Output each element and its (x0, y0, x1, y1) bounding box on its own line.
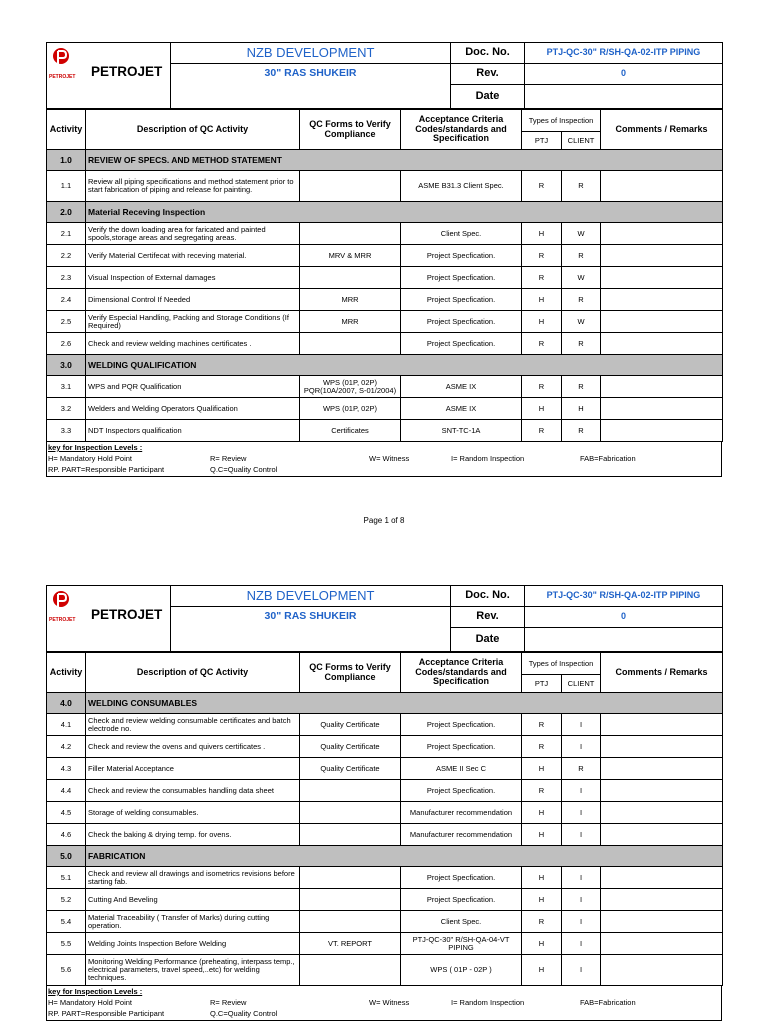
comments-cell (601, 911, 723, 933)
qc-form: Quality Certificate (300, 758, 401, 780)
section-number: 4.0 (47, 693, 86, 714)
qc-form: MRV & MRR (300, 245, 401, 267)
table-row (47, 376, 723, 398)
activity-description: Verify Material Certifecat with receving material. (86, 245, 300, 267)
key-fabrication: FAB=Fabrication (580, 454, 636, 463)
activity-number: 4.3 (47, 758, 86, 780)
client-inspection: R (562, 245, 601, 267)
comments-cell (601, 223, 723, 245)
col-activity: Activity (47, 110, 86, 150)
acceptance-criteria: Client Spec. (401, 223, 522, 245)
col-qc-forms: QC Forms to Verify Compliance (300, 110, 401, 150)
activity-description: Check the baking & drying temp. for ovens. (86, 824, 300, 846)
itp-table (46, 652, 723, 986)
acceptance-criteria: Project Specfication. (401, 289, 522, 311)
table-row (47, 802, 723, 824)
activity-description: Filler Material Acceptance (86, 758, 300, 780)
activity-number: 4.1 (47, 714, 86, 736)
activity-description: Monitoring Welding Performance (preheating, interpass temp., electrical parameters, travel speed,..etc) for welding techniques. (86, 955, 300, 986)
qc-form (300, 911, 401, 933)
ptj-inspection: R (522, 736, 562, 758)
project-subtitle: 30" RAS SHUKEIR (171, 64, 451, 109)
date-label: Date (451, 628, 525, 652)
ptj-inspection: H (522, 933, 562, 955)
qc-form (300, 333, 401, 355)
activity-description: Check and review the ovens and quivers certificates . (86, 736, 300, 758)
key-review: R= Review (210, 454, 247, 463)
qc-form: VT. REPORT (300, 933, 401, 955)
activity-number: 5.1 (47, 867, 86, 889)
qc-form (300, 889, 401, 911)
section-title: WELDING CONSUMABLES (86, 693, 723, 714)
inspection-key (46, 442, 722, 477)
key-title: key for Inspection Levels : (48, 987, 143, 996)
client-inspection: R (562, 758, 601, 780)
activity-number: 2.4 (47, 289, 86, 311)
client-inspection: R (562, 171, 601, 202)
acceptance-criteria: Project Specfication. (401, 333, 522, 355)
activity-number: 5.5 (47, 933, 86, 955)
doc-no-label: Doc. No. (451, 43, 525, 64)
comments-cell (601, 802, 723, 824)
itp-sheet-page-2 (46, 585, 722, 1021)
project-subtitle: 30" RAS SHUKEIR (171, 607, 451, 652)
page-footer: Page 1 of 8 (363, 516, 405, 525)
activity-number: 3.1 (47, 376, 86, 398)
comments-cell (601, 889, 723, 911)
col-comments: Comments / Remarks (601, 653, 723, 693)
activity-number: 5.2 (47, 889, 86, 911)
qc-form (300, 824, 401, 846)
rev-label: Rev. (451, 64, 525, 85)
table-row (47, 911, 723, 933)
qc-form (300, 267, 401, 289)
table-row (47, 714, 723, 736)
key-witness: W= Witness (369, 454, 410, 463)
comments-cell (601, 933, 723, 955)
section-number: 3.0 (47, 355, 86, 376)
comments-cell (601, 376, 723, 398)
activity-description: Material Traceability ( Transfer of Marks) during cutting operation. (86, 911, 300, 933)
acceptance-criteria: Project Specfication. (401, 867, 522, 889)
col-types-of-inspection: Types of Inspection (522, 653, 601, 675)
col-description: Description of QC Activity (86, 653, 300, 693)
comments-cell (601, 955, 723, 986)
acceptance-criteria: ASME IX (401, 376, 522, 398)
key-random: I= Random Inspection (451, 454, 525, 463)
comments-cell (601, 311, 723, 333)
acceptance-criteria: Project Specfication. (401, 267, 522, 289)
col-comments: Comments / Remarks (601, 110, 723, 150)
acceptance-criteria: Project Specfication. (401, 245, 522, 267)
document-header (46, 42, 723, 109)
section-title: FABRICATION (86, 846, 723, 867)
comments-cell (601, 780, 723, 802)
ptj-inspection: H (522, 889, 562, 911)
key-hold-point: H= Mandatory Hold Point (48, 454, 133, 463)
ptj-inspection: R (522, 171, 562, 202)
table-row (47, 245, 723, 267)
comments-cell (601, 824, 723, 846)
col-acceptance-criteria: Acceptance Criteria Codes/standards and Specification (401, 653, 522, 693)
table-row (47, 824, 723, 846)
comments-cell (601, 758, 723, 780)
ptj-inspection: H (522, 398, 562, 420)
comments-cell (601, 333, 723, 355)
client-inspection: I (562, 933, 601, 955)
petrojet-logo-icon (51, 590, 71, 614)
activity-description: Review all piping specifications and method statement prior to start fabrication of piping and release for painting. (86, 171, 300, 202)
client-inspection: W (562, 223, 601, 245)
activity-number: 4.5 (47, 802, 86, 824)
inspection-key (46, 986, 722, 1021)
section-row (47, 202, 723, 223)
doc-no-value: PTJ-QC-30" R/SH-QA-02-ITP PIPING (525, 586, 723, 607)
section-title: REVIEW OF SPECS. AND METHOD STATEMENT (86, 150, 723, 171)
activity-number: 2.1 (47, 223, 86, 245)
activity-description: Dimensional Control If Needed (86, 289, 300, 311)
activity-description: Check and review all drawings and isometrics revisions before starting fab. (86, 867, 300, 889)
section-row (47, 150, 723, 171)
col-client: CLIENT (562, 675, 601, 693)
comments-cell (601, 420, 723, 442)
ptj-inspection: R (522, 376, 562, 398)
comments-cell (601, 245, 723, 267)
qc-form: MRR (300, 311, 401, 333)
col-acceptance-criteria: Acceptance Criteria Codes/standards and Specification (401, 110, 522, 150)
qc-form: Quality Certificate (300, 714, 401, 736)
table-row (47, 780, 723, 802)
key-responsible: RP. PART=Responsible Participant (48, 1009, 165, 1018)
activity-description: Cutting And Beveling (86, 889, 300, 911)
ptj-inspection: H (522, 311, 562, 333)
acceptance-criteria: Project Specfication. (401, 889, 522, 911)
company-name: PETROJET (91, 607, 163, 622)
section-title: WELDING QUALIFICATION (86, 355, 723, 376)
key-quality-control: Q.C=Quality Control (210, 465, 278, 474)
client-inspection: R (562, 333, 601, 355)
itp-sheet-page-1 (46, 42, 722, 477)
table-row (47, 420, 723, 442)
activity-description: Check and review welding consumable certificates and batch electrode no. (86, 714, 300, 736)
qc-form (300, 955, 401, 986)
client-inspection: I (562, 780, 601, 802)
client-inspection: I (562, 911, 601, 933)
activity-description: Welders and Welding Operators Qualification (86, 398, 300, 420)
key-title: key for Inspection Levels : (48, 443, 143, 452)
date-value (525, 85, 723, 109)
date-label: Date (451, 85, 525, 109)
key-hold-point: H= Mandatory Hold Point (48, 998, 133, 1007)
rev-label: Rev. (451, 607, 525, 628)
comments-cell (601, 267, 723, 289)
comments-cell (601, 171, 723, 202)
client-inspection: R (562, 420, 601, 442)
section-title: Material Receving Inspection (86, 202, 723, 223)
ptj-inspection: R (522, 714, 562, 736)
activity-number: 4.2 (47, 736, 86, 758)
activity-description: WPS and PQR Qualification (86, 376, 300, 398)
ptj-inspection: H (522, 289, 562, 311)
section-number: 2.0 (47, 202, 86, 223)
col-ptj: PTJ (522, 675, 562, 693)
key-witness: W= Witness (369, 998, 410, 1007)
activity-description: Visual Inspection of External damages (86, 267, 300, 289)
activity-description: Verify Especial Handling, Packing and Storage Conditions (If Required) (86, 311, 300, 333)
logo-small-text: PETROJET (49, 617, 76, 623)
col-activity: Activity (47, 653, 86, 693)
client-inspection: I (562, 824, 601, 846)
qc-form (300, 223, 401, 245)
client-inspection: I (562, 736, 601, 758)
table-row (47, 333, 723, 355)
qc-form: WPS (01P, 02P) (300, 398, 401, 420)
comments-cell (601, 736, 723, 758)
col-qc-forms: QC Forms to Verify Compliance (300, 653, 401, 693)
acceptance-criteria: Project Specfication. (401, 714, 522, 736)
project-title: NZB DEVELOPMENT (171, 43, 451, 64)
activity-number: 5.4 (47, 911, 86, 933)
key-responsible: RP. PART=Responsible Participant (48, 465, 165, 474)
col-description: Description of QC Activity (86, 110, 300, 150)
table-row (47, 736, 723, 758)
key-random: I= Random Inspection (451, 998, 525, 1007)
ptj-inspection: R (522, 267, 562, 289)
project-title: NZB DEVELOPMENT (171, 586, 451, 607)
section-row (47, 846, 723, 867)
qc-form (300, 867, 401, 889)
section-number: 5.0 (47, 846, 86, 867)
activity-number: 5.6 (47, 955, 86, 986)
section-row (47, 355, 723, 376)
comments-cell (601, 289, 723, 311)
table-row (47, 311, 723, 333)
client-inspection: W (562, 267, 601, 289)
comments-cell (601, 867, 723, 889)
acceptance-criteria: Project Specfication. (401, 780, 522, 802)
logo-small-text: PETROJET (49, 74, 76, 80)
acceptance-criteria: Manufacturer recommendation (401, 802, 522, 824)
activity-description: Check and review welding machines certificates . (86, 333, 300, 355)
activity-number: 1.1 (47, 171, 86, 202)
rev-value: 0 (525, 64, 723, 85)
comments-cell (601, 714, 723, 736)
section-number: 1.0 (47, 150, 86, 171)
table-row (47, 955, 723, 986)
document-header (46, 585, 723, 652)
date-value (525, 628, 723, 652)
qc-form (300, 171, 401, 202)
acceptance-criteria: PTJ-QC-30" R/SH-QA-04-VT PIPING (401, 933, 522, 955)
client-inspection: I (562, 802, 601, 824)
activity-number: 2.6 (47, 333, 86, 355)
ptj-inspection: R (522, 333, 562, 355)
key-fabrication: FAB=Fabrication (580, 998, 636, 1007)
doc-no-label: Doc. No. (451, 586, 525, 607)
table-row (47, 889, 723, 911)
key-quality-control: Q.C=Quality Control (210, 1009, 278, 1018)
acceptance-criteria: Manufacturer recommendation (401, 824, 522, 846)
qc-form (300, 780, 401, 802)
ptj-inspection: H (522, 867, 562, 889)
activity-description: NDT Inspectors qualification (86, 420, 300, 442)
qc-form (300, 802, 401, 824)
activity-number: 2.5 (47, 311, 86, 333)
client-inspection: I (562, 889, 601, 911)
col-client: CLIENT (562, 132, 601, 150)
activity-number: 4.4 (47, 780, 86, 802)
client-inspection: W (562, 311, 601, 333)
activity-description: Check and review the consumables handling data sheet (86, 780, 300, 802)
table-row (47, 171, 723, 202)
ptj-inspection: R (522, 245, 562, 267)
company-logo-cell (47, 43, 171, 109)
activity-number: 4.6 (47, 824, 86, 846)
ptj-inspection: R (522, 420, 562, 442)
acceptance-criteria: SNT-TC-1A (401, 420, 522, 442)
table-row (47, 398, 723, 420)
ptj-inspection: H (522, 955, 562, 986)
activity-number: 2.2 (47, 245, 86, 267)
client-inspection: I (562, 955, 601, 986)
ptj-inspection: H (522, 758, 562, 780)
qc-form: MRR (300, 289, 401, 311)
activity-number: 3.2 (47, 398, 86, 420)
ptj-inspection: R (522, 780, 562, 802)
col-types-of-inspection: Types of Inspection (522, 110, 601, 132)
comments-cell (601, 398, 723, 420)
rev-value: 0 (525, 607, 723, 628)
activity-number: 3.3 (47, 420, 86, 442)
ptj-inspection: R (522, 911, 562, 933)
table-row (47, 867, 723, 889)
petrojet-logo-icon (51, 47, 71, 71)
activity-number: 2.3 (47, 267, 86, 289)
activity-description: Storage of welding consumables. (86, 802, 300, 824)
ptj-inspection: H (522, 802, 562, 824)
company-name: PETROJET (91, 64, 163, 79)
company-logo-cell (47, 586, 171, 652)
acceptance-criteria: ASME II Sec C (401, 758, 522, 780)
table-row (47, 933, 723, 955)
table-row (47, 267, 723, 289)
itp-table (46, 109, 723, 442)
client-inspection: I (562, 867, 601, 889)
client-inspection: I (562, 714, 601, 736)
table-row (47, 758, 723, 780)
key-review: R= Review (210, 998, 247, 1007)
qc-form: Certificates (300, 420, 401, 442)
qc-form: Quality Certificate (300, 736, 401, 758)
doc-no-value: PTJ-QC-30" R/SH-QA-02-ITP PIPING (525, 43, 723, 64)
client-inspection: H (562, 398, 601, 420)
client-inspection: R (562, 376, 601, 398)
table-row (47, 289, 723, 311)
acceptance-criteria: Project Specfication. (401, 736, 522, 758)
col-ptj: PTJ (522, 132, 562, 150)
table-row (47, 223, 723, 245)
activity-description: Welding Joints Inspection Before Welding (86, 933, 300, 955)
acceptance-criteria: Client Spec. (401, 911, 522, 933)
acceptance-criteria: ASME B31.3 Client Spec. (401, 171, 522, 202)
qc-form: WPS (01P, 02P) PQR(10A/2007, S-01/2004) (300, 376, 401, 398)
acceptance-criteria: ASME IX (401, 398, 522, 420)
ptj-inspection: H (522, 223, 562, 245)
activity-description: Verify the down loading area for faricated and painted spools,storage areas and segregating areas. (86, 223, 300, 245)
ptj-inspection: H (522, 824, 562, 846)
section-row (47, 693, 723, 714)
acceptance-criteria: WPS ( 01P - 02P ) (401, 955, 522, 986)
acceptance-criteria: Project Specfication. (401, 311, 522, 333)
client-inspection: R (562, 289, 601, 311)
